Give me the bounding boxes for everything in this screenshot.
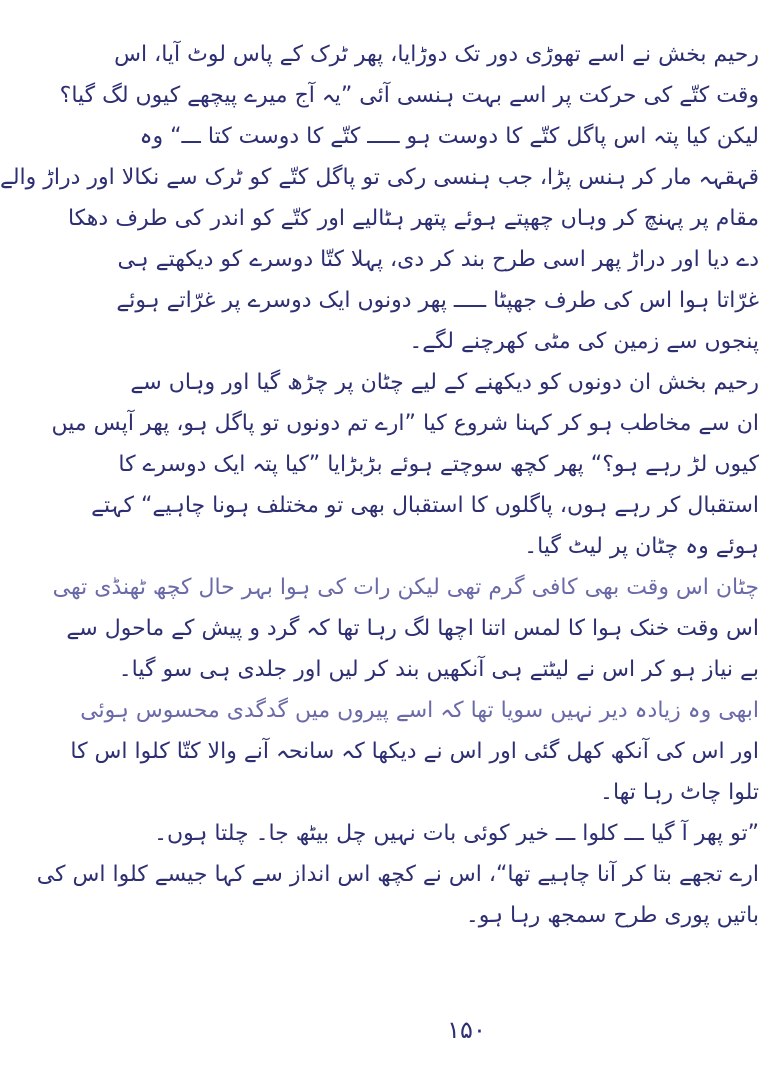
text-line: قہقہہ مار کر ہنس پڑا، جب ہنسی رکی تو پاگل کتّے کو ٹرک سے نکالا اور دراڑ والے	[0, 165, 759, 190]
text-line: ارے تجھے بتا کر آنا چاہیے تھا“، اس نے کچھ اس انداز سے کہا جیسے کلوا اس کی	[36, 862, 759, 887]
text-line: استقبال کر رہے ہوں، پاگلوں کا استقبال بھی تو مختلف ہونا چاہیے“ کہتے	[91, 493, 759, 518]
text-line: ابھی وہ زیادہ دیر نہیں سویا تھا کہ اسے پیروں میں گدگدی محسوس ہوئی	[80, 698, 759, 723]
text-line: لیکن کیا پتہ اس پاگل کتّے کا دوست ہو ـــــ کتّے کا دوست کتا ـــ“ وہ	[139, 124, 759, 149]
text-line: ہوئے وہ چٹان پر لیٹ گیا۔	[524, 534, 759, 559]
text-line: کیوں لڑ رہے ہو؟“ پھر کچھ سوچتے ہوئے بڑبڑایا ”کیا پتہ ایک دوسرے کا	[118, 452, 759, 477]
text-line: اس وقت خنک ہوا کا لمس اتنا اچھا لگ رہا تھا کہ گرد و پیش کے ماحول سے	[66, 616, 759, 641]
text-line: غرّاتا ہوا اس کی طرف جھپٹا ـــــ پھر دونوں ایک دوسرے پر غرّاتے ہوئے	[116, 288, 759, 313]
body-text	[0, 40, 759, 942]
text-line: ”تو پھر آ گیا ـــ کلوا ـــ خیر کوئی بات نہیں چل بیٹھ جا۔ چلتا ہوں۔	[154, 821, 759, 846]
text-line: چٹان اس وقت بھی کافی گرم تھی لیکن رات کی ہوا بہر حال کچھ ٹھنڈی تھی	[52, 575, 759, 600]
text-line: مقام پر پہنچ کر وہاں چھپتے ہوئے پتھر ہٹالیے اور کتّے کو اندر کی طرف دھکا	[67, 206, 759, 231]
text-line: باتیں پوری طرح سمجھ رہا ہو۔	[465, 903, 759, 928]
text-line: رحیم بخش نے اسے تھوڑی دور تک دوڑایا، پھر ٹرک کے پاس لوٹ آیا، اس	[114, 42, 759, 67]
text-line: اور اس کی آنکھ کھل گئی اور اس نے دیکھا کہ سانحہ آنے والا کتّا کلوا اس کا	[70, 739, 759, 764]
page-number: ۱۵۰	[447, 1016, 486, 1044]
text-line: پنجوں سے زمین کی مٹی کھرچنے لگے۔	[409, 329, 759, 354]
text-line: ان سے مخاطب ہو کر کہنا شروع کیا ”ارے تم دونوں تو پاگل ہو، پھر آپس میں	[51, 411, 759, 436]
text-line: وقت کتّے کی حرکت پر اسے بہت ہنسی آئی ”یہ آج میرے پیچھے کیوں لگ گیا؟	[59, 83, 759, 108]
text-line: تلوا چاٹ رہا تھا۔	[600, 780, 759, 805]
text-line: رحیم بخش ان دونوں کو دیکھنے کے لیے چٹان پر چڑھ گیا اور وہاں سے	[130, 370, 759, 395]
text-line: دے دیا اور دراڑ پھر اسی طرح بند کر دی، پہلا کتّا دوسرے کو دیکھتے ہی	[117, 247, 759, 272]
text-line: بے نیاز ہو کر اس نے لیٹتے ہی آنکھیں بند کر لیں اور جلدی ہی سو گیا۔	[118, 657, 759, 682]
